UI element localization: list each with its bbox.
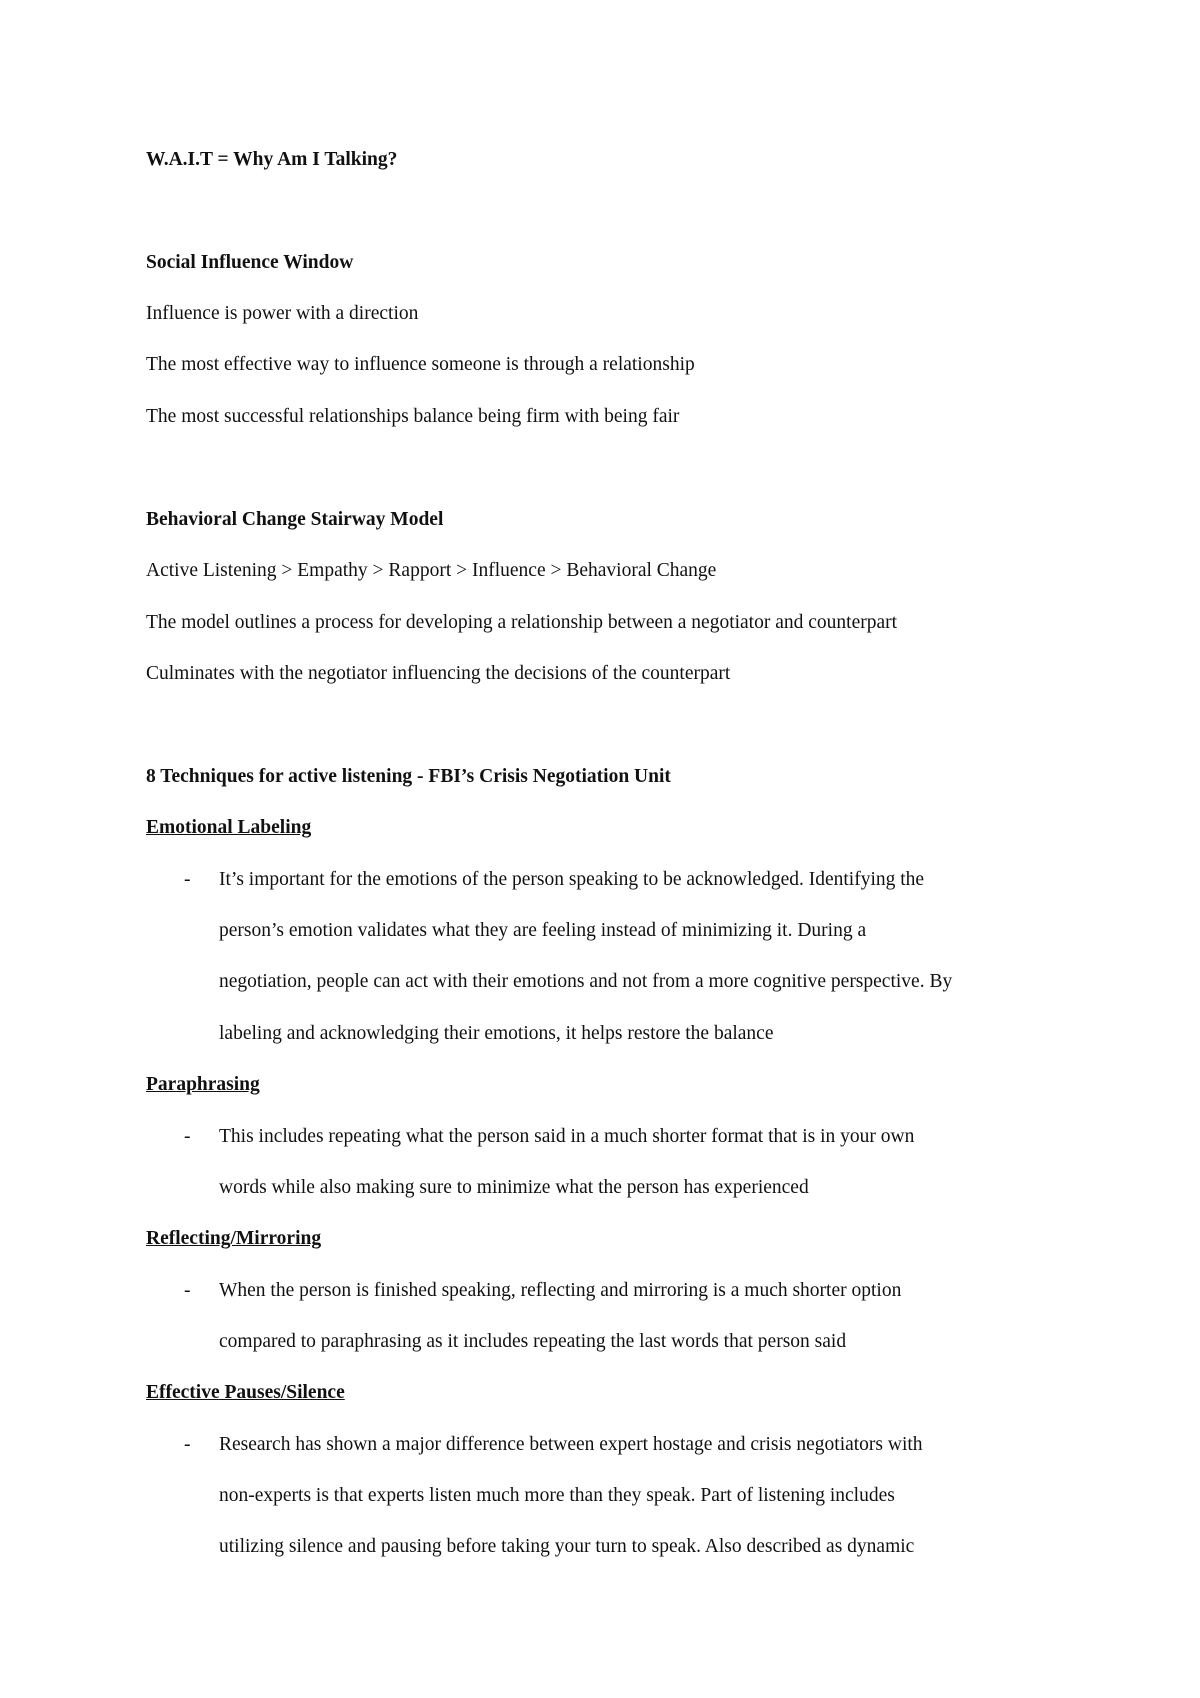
- technique-text-line: negotiation, people can act with their emotions and not from a more cognitive perspective. By: [219, 971, 953, 992]
- stairway-line: The model outlines a process for developing a relationship between a negotiator and counterpart: [146, 612, 898, 633]
- technique-text-line: non-experts is that experts listen much more than they speak. Part of listening includes: [219, 1485, 895, 1506]
- technique-heading: Reflecting/Mirroring: [146, 1228, 322, 1249]
- bullet-dash: -: [184, 1434, 191, 1455]
- stairway-heading: Behavioral Change Stairway Model: [146, 509, 444, 530]
- technique-heading: Effective Pauses/Silence: [146, 1382, 345, 1403]
- technique-text-line: words while also making sure to minimize what the person has experienced: [219, 1177, 809, 1198]
- technique-text-line: This includes repeating what the person said in a much shorter format that is in your own: [219, 1126, 915, 1147]
- technique-heading: Paraphrasing: [146, 1074, 260, 1095]
- document-title: W.A.I.T = Why Am I Talking?: [146, 149, 398, 170]
- technique-text-line: Research has shown a major difference between expert hostage and crisis negotiators with: [219, 1434, 923, 1455]
- stairway-line: Culminates with the negotiator influencing the decisions of the counterpart: [146, 663, 731, 684]
- technique-text-line: person’s emotion validates what they are feeling instead of minimizing it. During a: [219, 920, 867, 941]
- social-influence-heading: Social Influence Window: [146, 252, 354, 273]
- bullet-dash: -: [184, 1126, 191, 1147]
- social-influence-line: The most successful relationships balance being firm with being fair: [146, 406, 680, 427]
- techniques-heading: 8 Techniques for active listening - FBI’s Crisis Negotiation Unit: [146, 766, 671, 787]
- technique-text-line: compared to paraphrasing as it includes repeating the last words that person said: [219, 1331, 847, 1352]
- technique-text-line: labeling and acknowledging their emotions, it helps restore the balance: [219, 1023, 774, 1044]
- social-influence-line: Influence is power with a direction: [146, 303, 419, 324]
- bullet-dash: -: [184, 1280, 191, 1301]
- social-influence-line: The most effective way to influence someone is through a relationship: [146, 354, 695, 375]
- technique-text-line: When the person is finished speaking, reflecting and mirroring is a much shorter option: [219, 1280, 902, 1301]
- technique-text-line: It’s important for the emotions of the person speaking to be acknowledged. Identifying the: [219, 869, 925, 890]
- technique-heading: Emotional Labeling: [146, 817, 312, 838]
- stairway-line: Active Listening > Empathy > Rapport > Influence > Behavioral Change: [146, 560, 717, 581]
- bullet-dash: -: [184, 869, 191, 890]
- technique-text-line: utilizing silence and pausing before taking your turn to speak. Also described as dynamic: [219, 1536, 915, 1557]
